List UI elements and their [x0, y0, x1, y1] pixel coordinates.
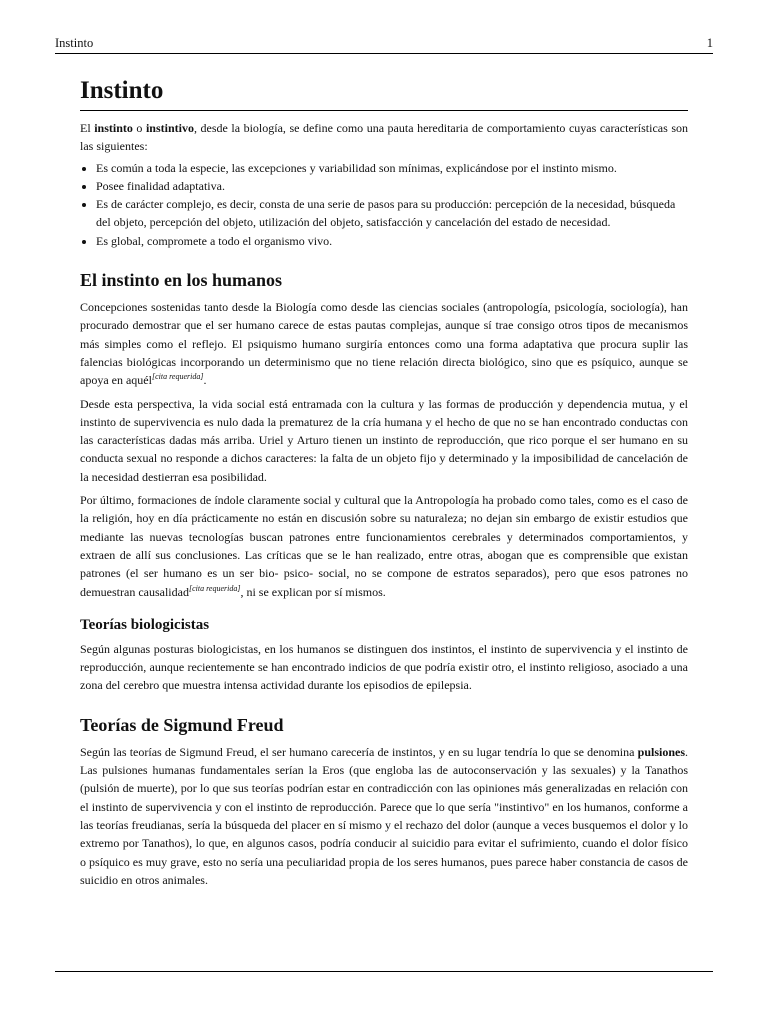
list-item: • Posee finalidad adaptativa.: [96, 177, 688, 195]
term-instinto: instinto: [94, 121, 133, 135]
list-item: • Es común a toda la especie, las excepciones y variabilidad son mínimas, explicándose por el instinto mismo.: [96, 159, 688, 177]
running-header: [55, 35, 713, 54]
citation-needed-link[interactable]: [cita requerida]: [151, 372, 204, 382]
intro-paragraph: El instinto o instintivo, desde la biología, se define como una pauta hereditaria de comportamiento cuyas características son las siguientes:: [80, 121, 688, 154]
footer-rule: [55, 971, 713, 972]
list-item: • Es global, compromete a todo el organismo vivo.: [96, 232, 688, 250]
citation-needed-link[interactable]: [cita requerida]: [188, 583, 241, 593]
paragraph: Según las teorías de Sigmund Freud, el ser humano carecería de instintos, y en su lugar tendría lo que se denomina pulsiones. Las pulsiones humanas fundamentales serían la Eros (que engloba las de autoconservación y las sexuales) y la Tanathos (pulsión de muerte), por lo que sus teorías podrían estar en contradicción con las opiniones más generalizadas en relación con el instinto de supervivencia y con el instinto de reproducción. Parece que lo que sería "instintivo" en los humanos, conforme a las teorías freudianas, sería la búsqueda del placer en sí mismo y el rechazo del dolor (aunque a veces busquemos el dolor y lo extremo por Tanathos), lo que, en algunos casos, podría conducir al suicidio para evitar el sufrimiento, cuando el dolor físico o psíquico es muy grave, esto no sería una peculiaridad propia de los seres humanos, pues parece haber constancia de casos de suicidio en otros animales.: [80, 744, 688, 887]
term-instintivo: instintivo: [145, 121, 194, 135]
article-title: Instinto: [80, 74, 688, 111]
section-heading-freud: Teorías de Sigmund Freud: [80, 714, 284, 735]
paragraph: Concepciones sostenidas tanto desde la Biología como desde las ciencias sociales (antropología, psicología, sociología), han procurado demostrar que el ser humano carece de estas pautas complejas, aunque sí trae consigo otros tipos de mecanismos más simples como el reflejo. El psiquismo humano surgiría entonces como una forma adaptativa que procura suplir las falencias biológicas incorporando un determinismo que no tiene relación directa biológico, sino que es psíquico, aunque se apoya en aquél[cita requerida].: [80, 300, 688, 388]
paragraph: Desde esta perspectiva, la vida social está entramada con la cultura y las formas de producción y dependencia mutua, y el instinto de supervivencia es nulo dada la prematurez de la cría humana y el hecho de que no se han encontrado conductas con las características dadas más arriba. Uriel y Arturo tienen un instinto de reproducción, que rico porque el ser humano en su conducta sexual no responde a dichos caracteres: la falta de un objeto fijo y determinado y la imposibilidad de cancelación de la necesidad destierran esa posibilidad.: [80, 396, 688, 484]
page-number: 1: [706, 36, 713, 50]
section-heading-humanos: El instinto en los humanos: [80, 270, 283, 291]
section-heading-biologicistas: Teorías biologicistas: [80, 616, 210, 633]
term-pulsiones: pulsiones: [637, 744, 685, 759]
paragraph: Por último, formaciones de índole claramente social y cultural que la Antropología ha probado como tales, como es el caso de la religión, hoy en día prácticamente no están en discusión sobre su naturaleza; no dejan sin embargo de existir estudios que mediante las nuevas tecnologías buscan patrones entre funcionamientos cerebrales y determinados comportamientos, y extraen de allí sus conclusiones. Las críticas que se le han realizado, entre otras, abogan que es comprensible que existan patrones (el ser humano es un ser bio- psico- social, no se compone de estratos separados), pero que esos patrones no demuestran causalidad[cita requerida], ni se explican por sí mismos.: [80, 493, 688, 599]
list-item: • Es de carácter complejo, es decir, consta de una serie de pasos para su producción: percepción de la necesidad, búsqueda del objeto, percepción del objeto, utilización del objeto, satisfacción y cancelación del estado de necesidad.: [96, 195, 688, 232]
characteristics-list: [80, 159, 688, 250]
running-header-title: Instinto: [55, 36, 94, 50]
article-body: [80, 70, 688, 889]
paragraph: Según algunas posturas biologicistas, en los humanos se distinguen dos instintos, el instinto de supervivencia y el instinto de reproducción, aunque recientemente se han encontrado indicios de que podría existir otro, el instinto religioso, asociado a una zona del cerebro que muestra intensa actividad durante los episodios de epilepsia.: [80, 641, 688, 693]
